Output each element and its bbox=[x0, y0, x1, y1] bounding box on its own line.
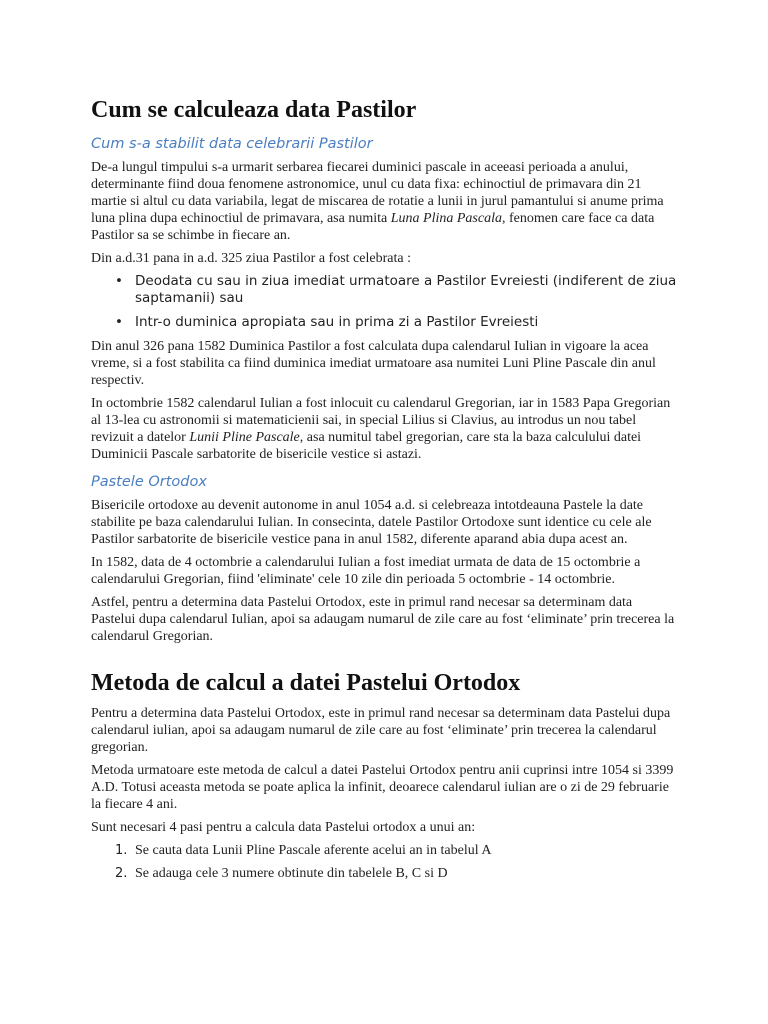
list-item-text: Intr-o duminica apropiata sau in prima zi a Pastilor Evreiesti bbox=[135, 314, 539, 330]
intro-emphasis: Luna Plina Pascala bbox=[390, 211, 502, 226]
list-item bbox=[91, 842, 679, 859]
numbered-list bbox=[91, 842, 679, 882]
oct-text-before: In octombrie 1582 calendarul Iulian a fost inlocuit cu calendarul Gregorian, iar in 1583 Papa Gregorian al 13-lea cu astronomii si matematicienii sai, in special Lilius si Clavius, au introdus un nou tabel revizuit a datelor bbox=[91, 396, 671, 445]
oct-emphasis: Lunii Pline Pascale bbox=[189, 430, 300, 445]
list-item-text: Deodata cu sau in ziua imediat urmatoare a Pastilor Evreiesti (indiferent de ziua saptamanii) sau bbox=[135, 273, 677, 306]
paragraph-in1582: In 1582, data de 4 octombrie a calendarului Iulian a fost imediat urmata de data de 15 octombrie a calendarului Gregorian, fiind 'eliminate' cele 10 zile din perioada 5 octombrie - 14 octombrie. bbox=[91, 555, 641, 587]
bullet-icon: • bbox=[115, 273, 123, 289]
paragraph-sunt: Sunt necesari 4 pasi pentru a calcula data Pastelui ortodox a unui an: bbox=[91, 820, 476, 835]
list-item bbox=[91, 273, 679, 307]
page-title: Cum se calculeaza data Pastilor bbox=[91, 97, 417, 123]
bullet-icon: • bbox=[115, 314, 123, 330]
section-title-metoda: Metoda de calcul a datei Pastelui Ortodox bbox=[91, 670, 521, 696]
list-number: 2. bbox=[115, 866, 128, 881]
list-item bbox=[91, 865, 679, 882]
intro-text-before: De-a lungul timpului s-a urmarit serbarea fiecarei duminici pascale in aceeasi perioada a anului, determinante fiind doua fenomene astronomice, unul cu data fixa: echinoctiul de primavara din 21 martie si altul cu data variabila, legat de miscarea de rotatie a lunii in jurul pamantului si anume prima luna plina dupa echinoctiul de primavara, asa numita bbox=[91, 160, 664, 226]
paragraph-pentru: Pentru a determina data Pastelui Ortodox, este in primul rand necesar sa determinam data Pastelui dupa calendarul iulian, apoi sa adaugam numarul de zile care au fost ‘eliminate’ prin trecerea la calendarul gregorian. bbox=[91, 706, 671, 755]
intro-text-after: , fenomen care face ca data Pastilor sa se schimbe in fiecare an. bbox=[91, 211, 655, 243]
section-subtitle-ortodox: Pastele Ortodox bbox=[91, 474, 207, 490]
paragraph-oct1582 bbox=[91, 395, 679, 463]
paragraph-astfel: Astfel, pentru a determina data Pastelui Ortodox, este in primul rand necesar sa determinam data Pastelui dupa calendarul Iulian, apoi sa adaugam numarul de zile care au fost ‘eliminate’ prin trecerea la calendarul Gregorian. bbox=[91, 595, 675, 644]
paragraph-din326: Din anul 326 pana 1582 Duminica Pastilor a fost calculata dupa calendarul Iulian in vigoare la acea vreme, si a fost stabilita ca fiind duminica imediat urmatoare asa numitei Luni Pline Pascale din anul respectiv. bbox=[91, 339, 656, 388]
paragraph-bisericile: Bisericile ortodoxe au devenit autonome in anul 1054 a.d. si celebreaza intotdeauna Pastele la date stabilite pe baza calendarului Iulian. In consecinta, datele Pastilor Ortodoxe sunt identice cu cele ale Pastilor sarbatorite de bisericile vestice pana in anul 1582, diferente aparand abia dupa acest an. bbox=[91, 498, 652, 547]
list-item bbox=[91, 314, 679, 331]
list-number: 1. bbox=[115, 843, 128, 858]
list-item-text: Se cauta data Lunii Pline Pascale aferente acelui an in tabelul A bbox=[135, 843, 492, 858]
section-subtitle-stabilit: Cum s-a stabilit data celebrarii Pastilor bbox=[91, 136, 373, 152]
oct-text-after: , asa numitul tabel gregorian, care sta la baza calculului datei Duminicii Pascale sarbatorite de bisericile vestice si astazi. bbox=[91, 430, 642, 462]
list-item-text: Se adauga cele 3 numere obtinute din tabelele B, C si D bbox=[135, 866, 448, 881]
paragraph-intro bbox=[91, 159, 679, 244]
bullet-list bbox=[91, 273, 679, 331]
document-page bbox=[91, 0, 679, 882]
paragraph-metoda: Metoda urmatoare este metoda de calcul a datei Pastelui Ortodox pentru anii cuprinsi intre 1054 si 3399 A.D. Totusi aceasta metoda se poate aplica la infinit, deoarece calendarul iulian are o zi de 29 februarie la fiecare 4 ani. bbox=[91, 763, 674, 812]
paragraph-din31: Din a.d.31 pana in a.d. 325 ziua Pastilor a fost celebrata : bbox=[91, 251, 411, 266]
